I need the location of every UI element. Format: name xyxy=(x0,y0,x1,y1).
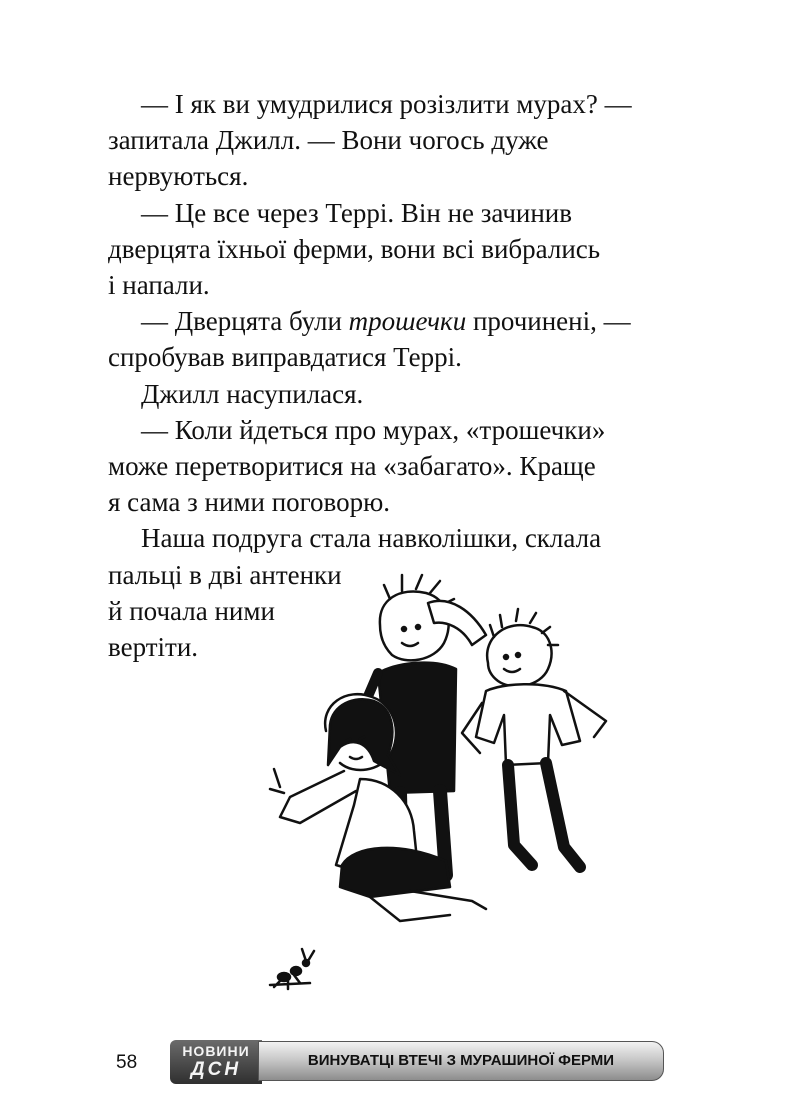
text-line: я сама з ними поговорю. xyxy=(108,487,391,518)
text-line: Наша подруга стала навколішки, склала xyxy=(141,523,602,554)
text-line: дверцята їхньої ферми, вони всі вибрались xyxy=(108,233,601,264)
series-logo-line2: ДСН xyxy=(190,1059,242,1080)
text-line: — Коли йдеться про мурах, «трошечки» xyxy=(141,414,606,445)
text-line xyxy=(108,303,668,339)
text-line: — Це все через Террі. Він не зачинив xyxy=(141,197,572,228)
text-line: пальці в дві антенки xyxy=(108,559,342,590)
boy-right-figure xyxy=(462,609,606,867)
text-line: — І як ви умудрилися розізлити мурах? — xyxy=(141,89,632,119)
text-segment: — Дверцята були xyxy=(141,306,349,337)
emphasis-word: трошечки xyxy=(348,306,467,337)
text-line: може перетворитися на «забагато». Краще xyxy=(108,451,596,482)
series-logo xyxy=(170,1040,262,1084)
text-line: вертіти. xyxy=(108,632,199,663)
text-line: і напали. xyxy=(108,270,210,301)
page-footer xyxy=(0,1036,805,1086)
chapter-title: ВИНУВАТЦІ ВТЕЧІ З МУРАШИНОЇ ФЕРМИ xyxy=(258,1041,664,1081)
text-line: й почала ними xyxy=(108,595,275,626)
kids-illustration xyxy=(250,565,630,1005)
series-logo-line1: НОВИНИ xyxy=(182,1043,250,1059)
text-line: нервуються. xyxy=(108,161,249,192)
page-number: 58 xyxy=(116,1052,138,1073)
text-line: запитала Джилл. — Вони чогось дуже xyxy=(108,125,549,156)
text-line: спробував виправдатися Террі. xyxy=(108,342,462,373)
text-segment: прочинені, — xyxy=(466,306,631,337)
text-line: Джилл насупилася. xyxy=(141,378,364,409)
ant-figure xyxy=(270,949,314,989)
